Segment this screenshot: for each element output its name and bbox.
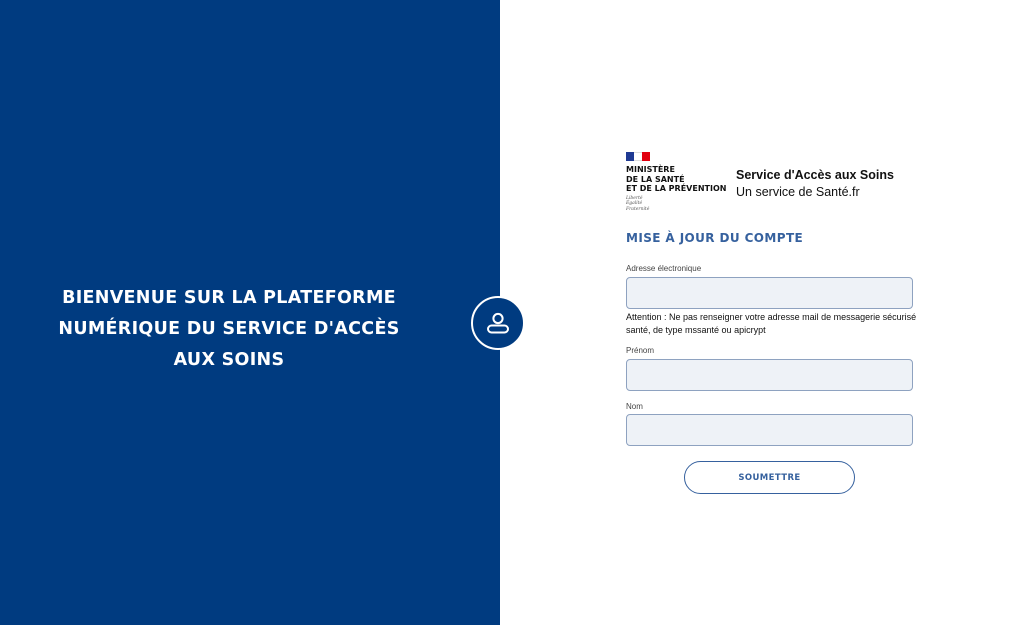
form-title: MISE À JOUR DU COMPTE [626,231,804,245]
ministry-logo [626,152,726,212]
service-title: Service d'Accès aux Soins [736,168,894,182]
email-field[interactable] [626,277,913,309]
email-warning: Attention : Ne pas renseigner votre adresse mail de messagerie sécurisé santé, de type mssanté ou apicrypt [626,312,917,335]
lastname-label: Nom [626,402,643,411]
user-badge [471,296,525,350]
welcome-panel [0,0,500,625]
firstname-field[interactable] [626,359,913,391]
service-branding [736,167,894,201]
service-subtitle: Un service de Santé.fr [736,185,860,199]
ministry-name: MINISTÈRE DE LA SANTÉ ET DE LA PRÉVENTION [626,165,727,193]
lastname-field[interactable] [626,414,913,446]
firstname-label: Prénom [626,346,655,355]
submit-button[interactable]: SOUMETTRE [684,461,855,494]
welcome-heading: BIENVENUE SUR LA PLATEFORME NUMÉRIQUE DU SERVICE D'ACCÈS AUX SOINS [58,288,400,370]
ministry-motto: Liberté Égalité Fraternité [626,195,650,212]
email-label: Adresse électronique [626,264,702,273]
user-icon [485,310,511,336]
french-flag-icon [626,152,650,161]
